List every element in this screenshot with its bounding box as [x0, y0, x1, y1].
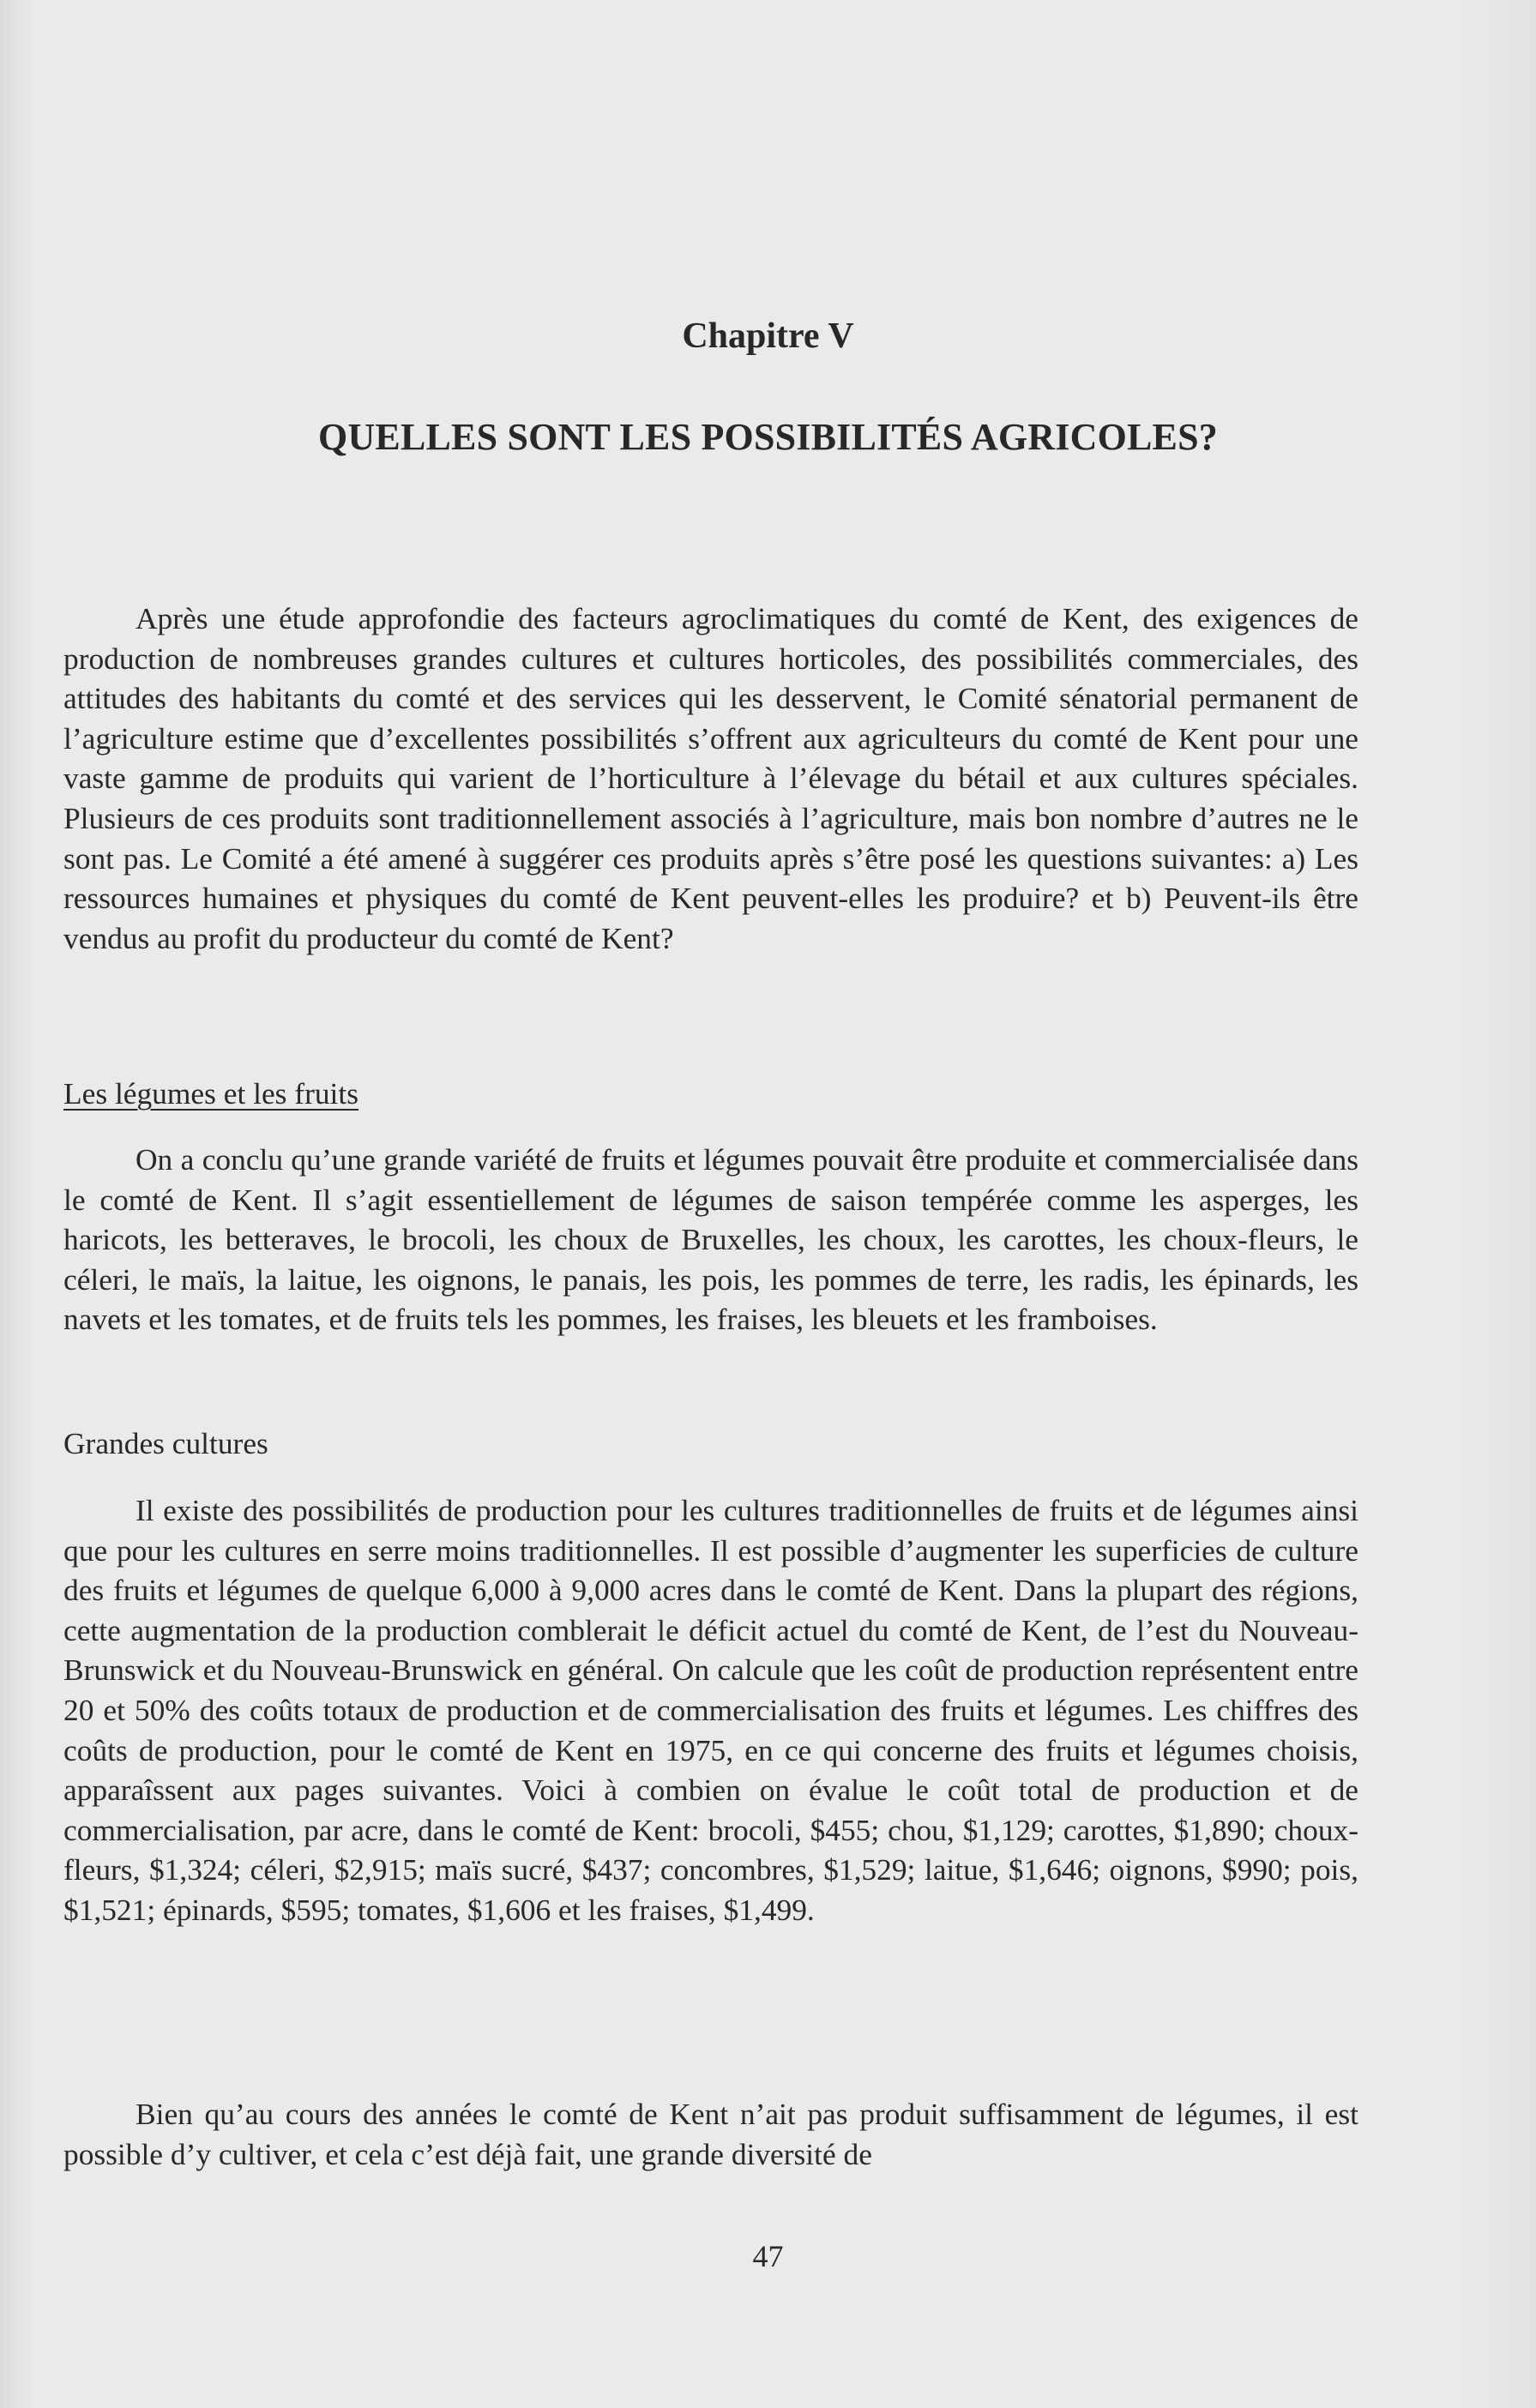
paragraph-continuation: [63, 2094, 1358, 2174]
page-number: 47: [752, 2239, 784, 2273]
paragraph-text: Après une étude approfondie des facteurs agroclimatiques du comté de Kent, des exigences de production de nombreuses grandes cultures et cultures horticoles, des possibilités commerciales, des attitudes des habitants du comté et des services qui les desservent, le Comité sénatorial permanent de l’agriculture estime que d’excellentes possibilités s’offrent aux agriculteurs du comté de Kent pour une vaste gamme de produits qui varient de l’horticulture à l’élevage du bétail et aux cultures spéciales. Plusieurs de ces produits sont traditionnellement associés à l’agriculture, mais bon nombre d’autres ne le sont pas. Le Comité a été amené à suggérer ces produits après s’être posé les questions suivantes: a) Les ressources humaines et physiques du comté de Kent peuvent-elles les produire? et b) Peuvent-ils être vendus au profit du producteur du comté de Kent?: [63, 601, 1358, 955]
paragraph-text: Bien qu’au cours des années le comté de Kent n’ait pas produit suffisamment de légumes, il est possible d’y cultiver, et cela c’est déjà fait, une grande diversité de: [63, 2097, 1358, 2171]
section-heading-vegetables-fruits: Les légumes et les fruits: [63, 1076, 358, 1111]
chapter-heading: Chapitre V: [682, 316, 854, 356]
paragraph-vegetables: [63, 1140, 1358, 1339]
section-heading-field-crops: Grandes cultures: [63, 1426, 268, 1460]
paragraph-text: On a conclu qu’une grande variété de fruits et légumes pouvait être produite et commercialisée dans le comté de Kent. Il s’agit essentiellement de légumes de saison tempérée comme les asperges, les haricots, les betteraves, le brocoli, les choux de Bruxelles, les choux, les carottes, les choux-fleurs, le céleri, le maïs, la laitue, les oignons, le panais, les pois, les pommes de terre, les radis, les épinards, les navets et les tomates, et de fruits tels les pommes, les fraises, les bleuets et les framboises.: [63, 1142, 1358, 1337]
paragraph-field-crops: [63, 1490, 1358, 1930]
chapter-title: QUELLES SONT LES POSSIBILITÉS AGRICOLES?: [318, 416, 1218, 458]
paragraph-intro: [63, 599, 1358, 958]
paragraph-text: Il existe des possibilités de production pour les cultures traditionnelles de fruits et de légumes ainsi que pour les cultures en serre moins traditionnelles. Il est possible d’augmenter les superficies de culture des fruits et légumes de quelque 6,000 à 9,000 acres dans le comté de Kent. Dans la plupart des régions, cette augmentation de la production comblerait le déficit actuel du comté de Kent, de l’est du Nouveau-Brunswick et du Nouveau-Brunswick en général. On calcule que les coût de production représentent entre 20 et 50% des coûts totaux de production et de commercialisation des fruits et légumes. Les chiffres des coûts de production, pour le comté de Kent en 1975, en ce qui concerne des fruits et légumes choisis, apparaîssent aux pages suivantes. Voici à combien on évalue le coût total de production et de commercialisation, par acre, dans le comté de Kent: brocoli, $455; chou, $1,129; carottes, $1,890; choux-fleurs, $1,324; céleri, $2,915; maïs sucré, $437; concombres, $1,529; laitue, $1,646; oignons, $990; pois, $1,521; épinards, $595; tomates, $1,606 et les fraises, $1,499.: [63, 1493, 1358, 1927]
